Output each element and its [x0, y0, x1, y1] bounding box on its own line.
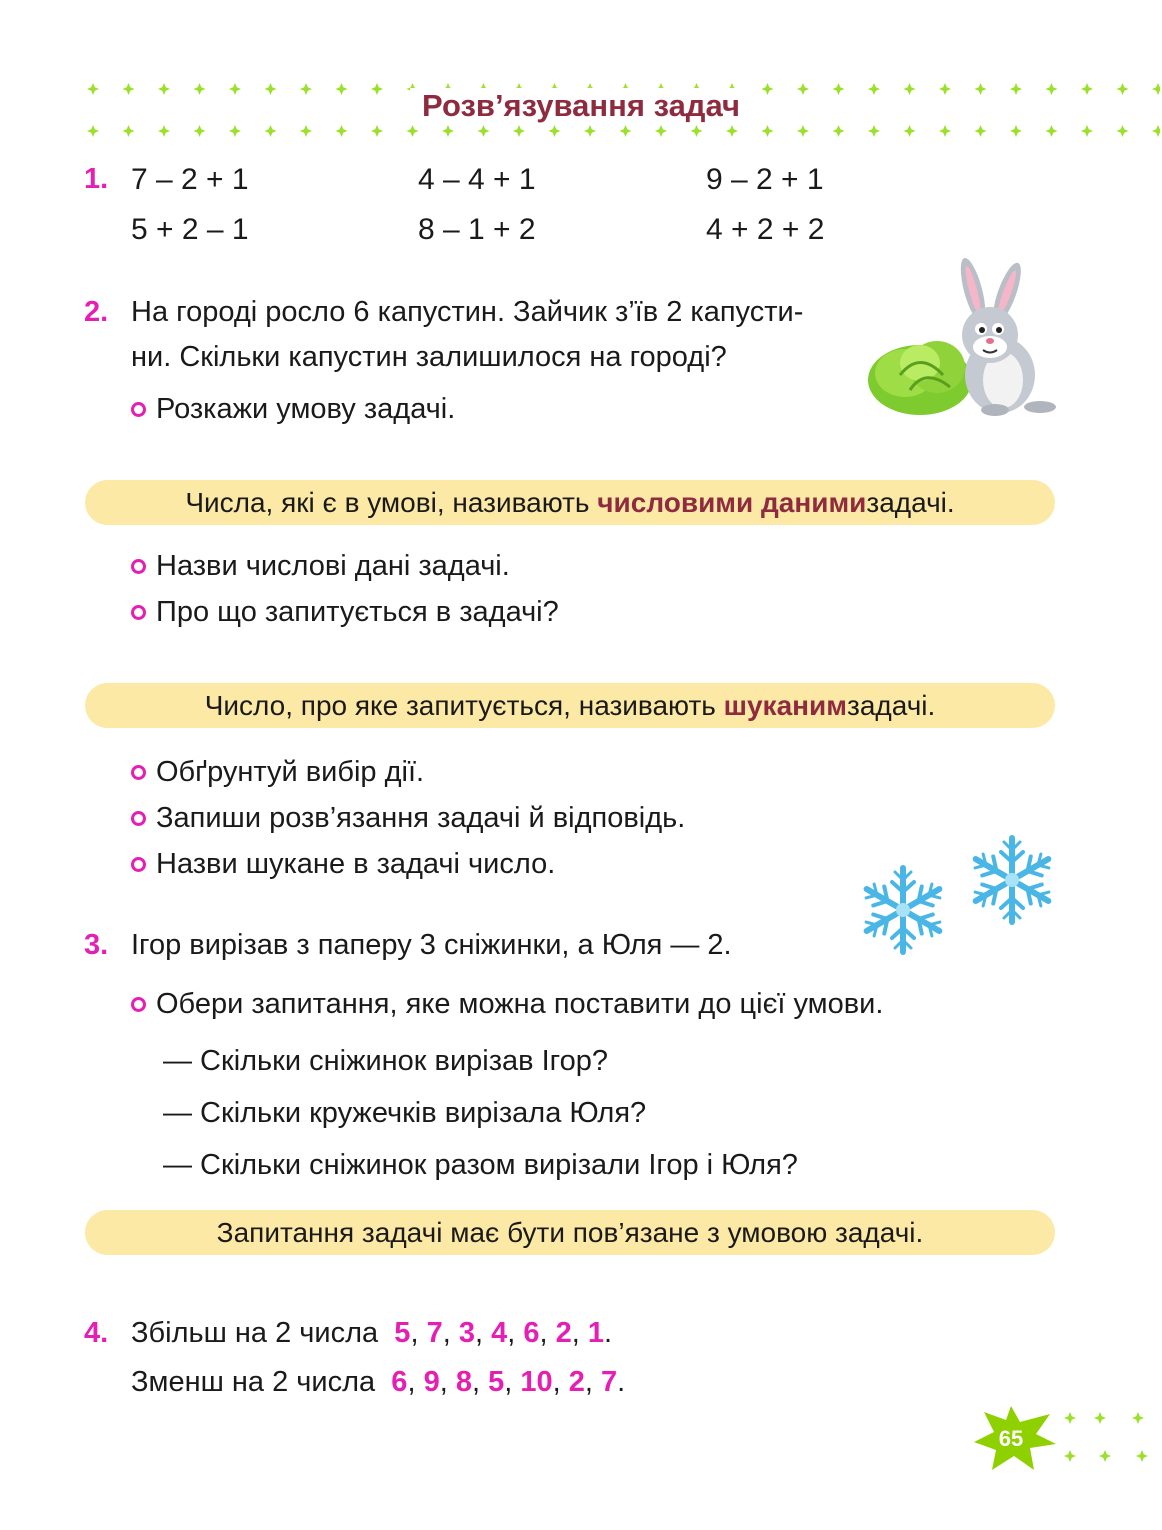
sparkle-dot-icon [1136, 1450, 1148, 1462]
sparkle-dot-icon [868, 125, 880, 137]
page-number: 65 [998, 1426, 1024, 1451]
highlighted-number: 5 [394, 1317, 411, 1349]
bullet-dot-icon [131, 811, 146, 826]
highlighted-number: 3 [458, 1317, 475, 1349]
sparkle-dot-icon [1132, 1412, 1144, 1424]
rule-text: задачі. [846, 689, 936, 721]
sparkle-dot-icon [123, 125, 135, 137]
page-title: Розв’язування задач [0, 88, 1162, 124]
sparkle-dot-icon [1081, 125, 1093, 137]
rule-highlight: числовими даними [597, 486, 867, 518]
expression: 8 – 1 + 2 [418, 213, 536, 246]
bullet-item [131, 550, 510, 583]
sparkle-dot-icon [229, 125, 241, 137]
sparkle-dot-icon [1117, 125, 1129, 137]
task-4-line2: Зменш на 2 числа 6, 9, 8, 5, 10, 2, 7. [131, 1366, 626, 1398]
rule-text: Запитання задачі має бути пов’язане з умовою задачі. [216, 1216, 924, 1248]
task-1-number: 1. [84, 163, 109, 195]
highlighted-number: 2 [555, 1317, 572, 1349]
sparkle-dot-icon [975, 125, 987, 137]
bullet-item [131, 802, 685, 835]
answer-option: — Скільки сніжинок разом вирізали Ігор і Юля? [163, 1149, 798, 1181]
bullet-dot-icon [131, 559, 146, 574]
highlighted-number: 2 [568, 1366, 585, 1398]
bullet-text: Обґрунтуй вибір дії. [156, 756, 425, 788]
sparkle-dot-icon [1010, 125, 1022, 137]
snowflakes-illustration [855, 830, 1065, 960]
highlighted-number: 6 [523, 1317, 540, 1349]
bullet-text: Обери запитання, яке можна поставити до цієї умови. [156, 988, 884, 1020]
rule-text: Число, про яке запитується, називають [204, 689, 716, 721]
sparkle-dot-icon [620, 125, 632, 137]
sparkle-dot-icon [1064, 1450, 1076, 1462]
task-2-text-line2: ни. Скільки капустин залишилося на городі? [131, 341, 727, 373]
sparkle-dot-icon [584, 125, 596, 137]
sparkle-dot-icon [691, 125, 703, 137]
sparkle-dot-icon [1064, 1412, 1076, 1424]
sparkle-dot-icon [655, 125, 667, 137]
sparkle-dot-icon [371, 125, 383, 137]
task-2-text-line1: На городі росло 6 капустин. Зайчик з’їв 2 капусти- [131, 296, 804, 328]
bunny-cabbage-illustration [865, 255, 1060, 420]
sparkle-dot-icon [1152, 125, 1160, 137]
bullet-text: Про що запитується в задачі? [156, 596, 559, 628]
answer-option: — Скільки кружечків вирізала Юля? [163, 1097, 647, 1129]
snowflake-icon [970, 838, 1054, 922]
decorative-dots-corner [1060, 1408, 1155, 1468]
sparkle-dot-icon [549, 125, 561, 137]
expression: 7 – 2 + 1 [131, 163, 249, 196]
bunny-icon [956, 256, 1056, 416]
rule-text: задачі. [866, 486, 955, 518]
sparkle-dot-icon [1099, 1450, 1111, 1462]
task-3-text: Ігор вирізав з паперу 3 сніжинки, а Юля — 2. [131, 929, 732, 961]
bullet-dot-icon [131, 765, 146, 780]
bullet-text: Назви шукане в задачі число. [156, 848, 556, 880]
task-4-line1-prefix: Збільш на 2 числа [131, 1317, 379, 1349]
highlighted-number: 4 [491, 1317, 508, 1349]
rule-highlight: шуканим [723, 689, 847, 721]
bullet-item [131, 848, 555, 881]
highlighted-number: 5 [488, 1366, 505, 1398]
bullet-text: Розкажи умову задачі. [156, 393, 456, 425]
expression: 5 + 2 – 1 [131, 213, 249, 246]
highlighted-number: 10 [520, 1366, 553, 1398]
expression: 4 + 2 + 2 [706, 213, 825, 246]
expression: 9 – 2 + 1 [706, 163, 824, 196]
sparkle-dot-icon [407, 125, 419, 137]
sparkle-dot-icon [478, 125, 490, 137]
number-list: 6, 9, 8, 5, 10, 2, 7 [391, 1366, 618, 1398]
sparkle-dot-icon [300, 125, 312, 137]
highlighted-number: 7 [426, 1317, 443, 1349]
highlighted-number: 7 [601, 1366, 618, 1398]
sparkle-dot-icon [513, 125, 525, 137]
sparkle-dot-icon [265, 125, 277, 137]
sparkle-dot-icon [442, 125, 454, 137]
bullet-item [131, 756, 424, 789]
bullet-text: Назви числові дані задачі. [156, 550, 510, 582]
bullet-item [131, 596, 559, 629]
task-4-line2-prefix: Зменш на 2 числа [131, 1366, 376, 1398]
bullet-dot-icon [131, 857, 146, 872]
bullet-item [131, 988, 883, 1021]
sparkle-dot-icon [158, 125, 170, 137]
sparkle-dot-icon [797, 125, 809, 137]
bullet-item [131, 393, 455, 426]
task-4-number: 4. [84, 1317, 109, 1349]
sparkle-dot-icon [194, 125, 206, 137]
bullet-text: Запиши розв’язання задачі й відповідь. [156, 802, 686, 834]
bullet-dot-icon [131, 997, 146, 1012]
bullet-dot-icon [131, 402, 146, 417]
task-4-line1: Збільш на 2 числа 5, 7, 3, 4, 6, 2, 1. [131, 1317, 613, 1349]
snowflake-icon [861, 868, 945, 952]
rule-box [85, 480, 1055, 525]
sparkle-dot-icon [336, 125, 348, 137]
cabbage-icon [868, 341, 972, 415]
sparkle-dot-icon [87, 125, 99, 137]
highlighted-number: 1 [587, 1317, 605, 1349]
highlighted-number: 9 [423, 1366, 440, 1398]
sparkle-dot-icon [939, 125, 951, 137]
highlighted-number: 8 [455, 1366, 472, 1398]
sparkle-dot-icon [904, 125, 916, 137]
sparkle-dot-icon [833, 125, 845, 137]
decorative-dots-bottom [85, 124, 1160, 138]
rule-box [85, 1210, 1055, 1255]
rule-box [85, 683, 1055, 728]
page-number-badge [972, 1404, 1062, 1474]
sparkle-dot-icon [1094, 1412, 1106, 1424]
task-2-number: 2. [84, 296, 109, 328]
task-3-number: 3. [84, 929, 109, 961]
sparkle-dot-icon [726, 125, 738, 137]
expression: 4 – 4 + 1 [418, 163, 536, 196]
rule-text: Числа, які є в умові, називають [185, 486, 590, 518]
answer-option: — Скільки сніжинок вирізав Ігор? [163, 1045, 608, 1077]
number-list: 5, 7, 3, 4, 6, 2, 1 [394, 1317, 605, 1349]
highlighted-number: 6 [391, 1366, 408, 1398]
bullet-dot-icon [131, 605, 146, 620]
sparkle-dot-icon [762, 125, 774, 137]
sparkle-dot-icon [1046, 125, 1058, 137]
